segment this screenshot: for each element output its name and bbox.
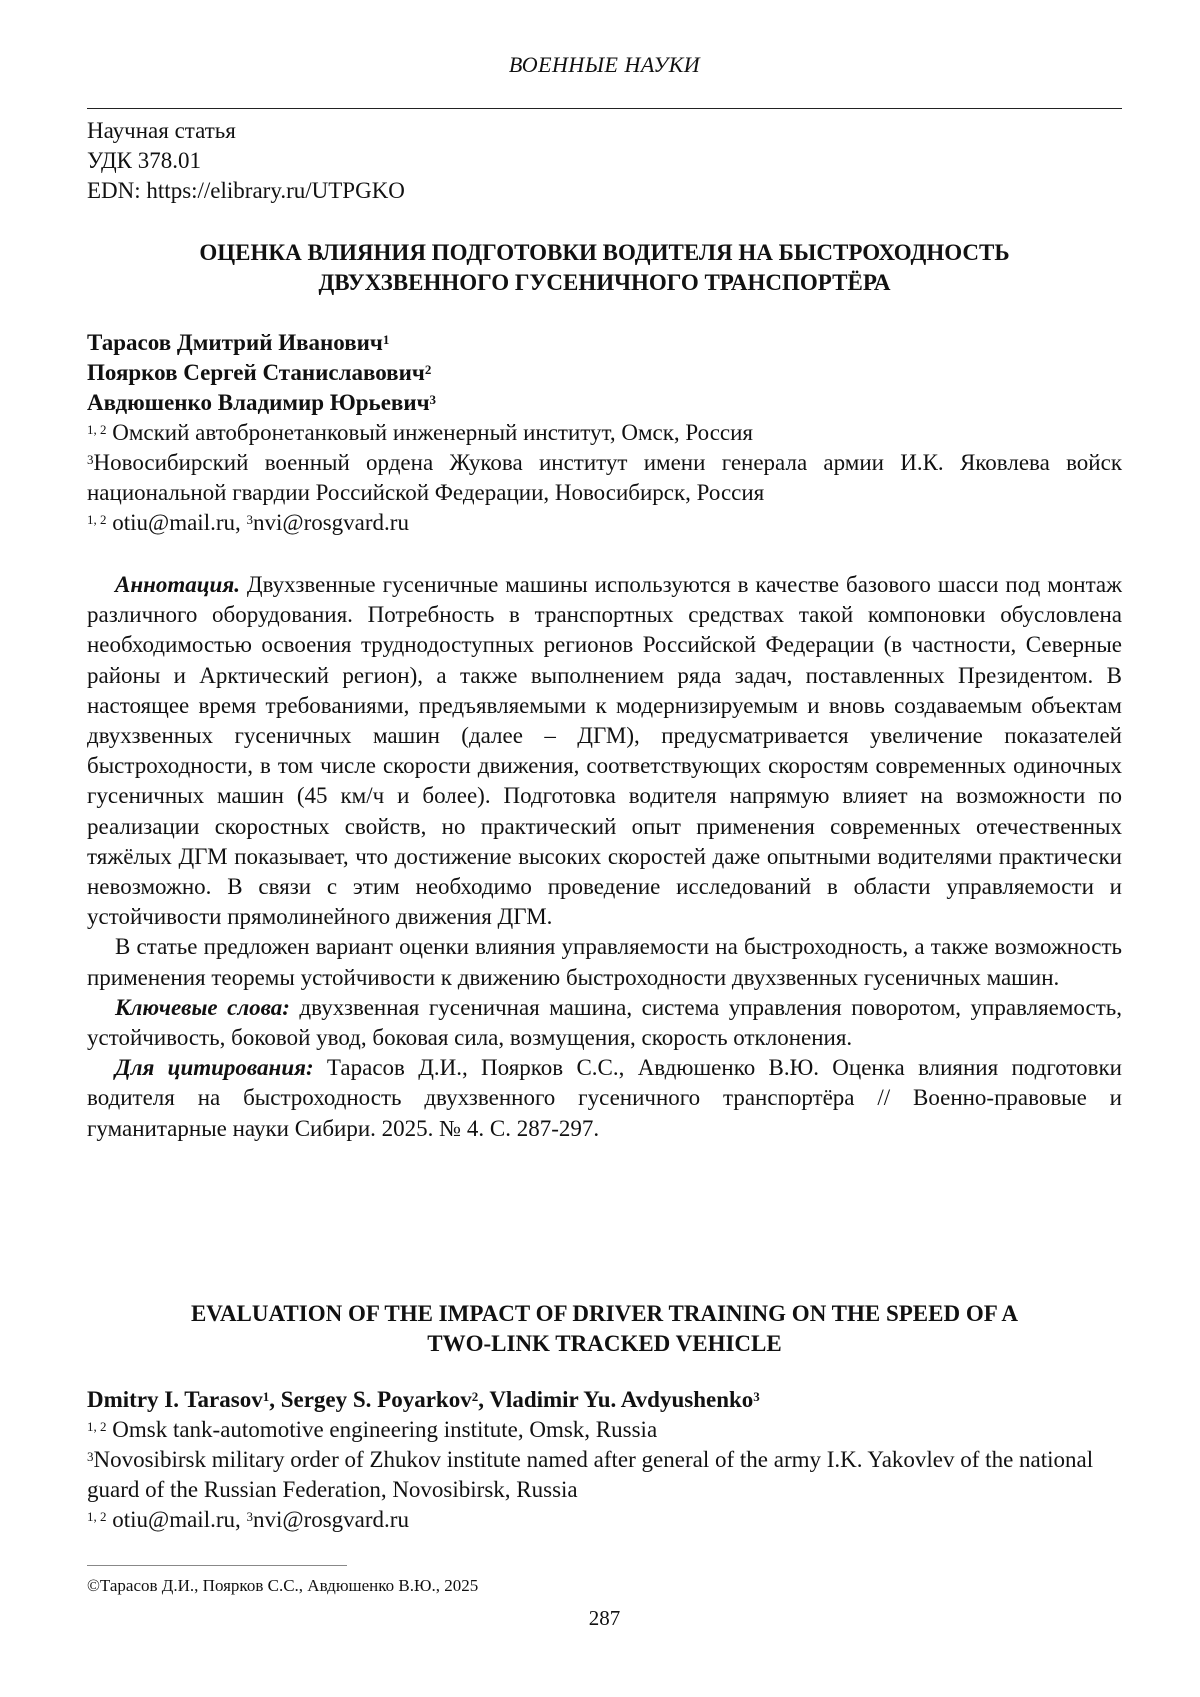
- citation-label: Для цитирования:: [115, 1055, 314, 1081]
- email-sup: 1, 2: [87, 1509, 107, 1524]
- email-1[interactable]: otiu@mail.ru,: [106, 510, 247, 535]
- author-sup: 1: [382, 332, 390, 347]
- author-sep: ,: [269, 1387, 281, 1412]
- article-meta: [87, 116, 405, 206]
- affiliation-en-1: [87, 1415, 1122, 1445]
- author-name: Авдюшенко Владимир Юрьевич: [87, 390, 430, 415]
- author-name: Тарасов Дмитрий Иванович: [87, 330, 383, 355]
- email-sup: 1, 2: [87, 512, 107, 527]
- footnote-rule: [87, 1565, 347, 1566]
- abstract-block: [87, 570, 1122, 1144]
- abstract-text: Двухзвенные гусеничные машины используются в качестве базового шасси под монтаж различного оборудования. Потребность в транспортных средствах такой компоновки обусловлена необходимостью освоения труднодоступных регионов Российской Федерации (в частности, Северные районы и Арктический регион), а также выполнением ряда задач, поставленных Президентом. В настоящее время требованиями, предъявляемыми к модернизируемым и вновь создаваемым объектам двухзвенных гусеничных машин (далее – ДГМ), предусматривается увеличение показателей быстроходности, в том числе скорости движения, соответствующих скоростям современных одиночных гусеничных машин (45 км/ч и более). Подготовка водителя напрямую влияет на возможности по реализации скоростных свойств, но практический опыт применения современных отечественных тяжёлых ДГМ показывает, что достижение высоких скоростей даже опытными водителями практически невозможно. В связи с этим необходимо проведение исследований в области управляемости и устойчивости прямолинейного движения ДГМ.: [87, 572, 1122, 930]
- keywords-text: двухзвенная гусеничная машина, система управления поворотом, управляемость, устойчивость, боковой увод, боковая сила, возмущения, скорость отклонения.: [87, 994, 1122, 1051]
- aff-sup: 3: [87, 1449, 94, 1464]
- aff-sup: 1, 2: [87, 1419, 107, 1434]
- keywords-label: Ключевые слова:: [115, 994, 290, 1020]
- author-ru-3: [87, 388, 1122, 418]
- author-sup: 3: [429, 392, 437, 407]
- citation-paragraph: [87, 1053, 1122, 1144]
- author-ru-2: [87, 358, 1122, 388]
- author-sup: 3: [753, 1389, 760, 1404]
- article-type: Научная статья: [87, 118, 236, 143]
- authors-block-ru: [87, 328, 1122, 538]
- author-sup: 1: [262, 1389, 270, 1404]
- affiliation-en-2: [87, 1445, 1122, 1505]
- copyright-footnote: ©Тарасов Д.И., Поярков С.С., Авдюшенко В.Ю., 2025: [87, 1576, 479, 1595]
- email-sup: 3: [246, 512, 253, 527]
- authors-block-en: [87, 1385, 1122, 1535]
- title-ru: [87, 238, 1122, 298]
- abstract-paragraph-2: В статье предложен вариант оценки влияния управляемости на быстроходность, а также возможность применения теоремы устойчивости к движению быстроходности двухзвенных гусеничных машин.: [87, 934, 1122, 990]
- title-en: [87, 1299, 1122, 1359]
- edn-link[interactable]: EDN: https://elibrary.ru/UTPGKO: [87, 178, 405, 203]
- email-2[interactable]: nvi@rosgvard.ru: [253, 510, 409, 535]
- aff-sup: 3: [87, 452, 94, 467]
- author-name: Поярков Сергей Станиславович: [87, 360, 425, 385]
- abstract-paragraph: [87, 570, 1122, 932]
- emails-ru: [87, 508, 1122, 538]
- author-sep: ,: [478, 1387, 490, 1412]
- title-en-line-1: EVALUATION OF THE IMPACT OF DRIVER TRAINING ON THE SPEED OF A: [190, 1301, 1019, 1326]
- author-name: Vladimir Yu. Avdyushenko: [489, 1387, 754, 1412]
- running-head: ВОЕННЫЕ НАУКИ: [508, 52, 701, 77]
- abstract-label: Аннотация.: [115, 572, 240, 597]
- author-sup: 2: [424, 362, 432, 377]
- aff-text: Novosibirsk military order of Zhukov institute named after general of the army I.K. Yakovlev of the national guard of the Russian Federation, Novosibirsk, Russia: [87, 1447, 1094, 1502]
- email-1[interactable]: otiu@mail.ru,: [106, 1507, 247, 1532]
- email-2[interactable]: nvi@rosgvard.ru: [253, 1507, 409, 1532]
- title-en-line-2: TWO-LINK TRACKED VEHICLE: [427, 1331, 782, 1356]
- author-name: Dmitry I. Tarasov: [87, 1387, 263, 1412]
- aff-text: Omsk tank-automotive engineering institute, Omsk, Russia: [106, 1417, 658, 1442]
- author-ru-1: [87, 328, 1122, 358]
- aff-text: Омский автобронетанковый инженерный институт, Омск, Россия: [106, 420, 754, 445]
- email-sup: 3: [246, 1509, 253, 1524]
- title-ru-line-1: ОЦЕНКА ВЛИЯНИЯ ПОДГОТОВКИ ВОДИТЕЛЯ НА БЫСТРОХОДНОСТЬ: [199, 240, 1010, 265]
- affiliation-ru-1: [87, 418, 1122, 448]
- keywords-paragraph: [87, 993, 1122, 1053]
- authors-en-line: [87, 1385, 1122, 1415]
- title-ru-line-2: ДВУХЗВЕННОГО ГУСЕНИЧНОГО ТРАНСПОРТЁРА: [318, 270, 891, 295]
- affiliation-ru-2: [87, 448, 1122, 508]
- citation-text: Тарасов Д.И., Поярков С.С., Авдюшенко В.Ю. Оценка влияния подготовки водителя на быстроходность двухзвенного гусеничного транспортёра // Военно-правовые и гуманитарные науки Сибири. 2025. № 4. С. 287-297.: [87, 1055, 1122, 1141]
- header-rule: [87, 108, 1122, 109]
- aff-text: Новосибирский военный ордена Жукова институт имени генерала армии И.К. Яковлева войск национальной гвардии Российской Федерации, Новосибирск, Россия: [87, 450, 1122, 505]
- page-number: 287: [588, 1606, 621, 1630]
- udk-code: УДК 378.01: [87, 148, 201, 173]
- author-sup: 2: [471, 1389, 479, 1404]
- author-name: Sergey S. Poyarkov: [280, 1387, 472, 1412]
- aff-sup: 1, 2: [87, 422, 107, 437]
- emails-en: [87, 1505, 1122, 1535]
